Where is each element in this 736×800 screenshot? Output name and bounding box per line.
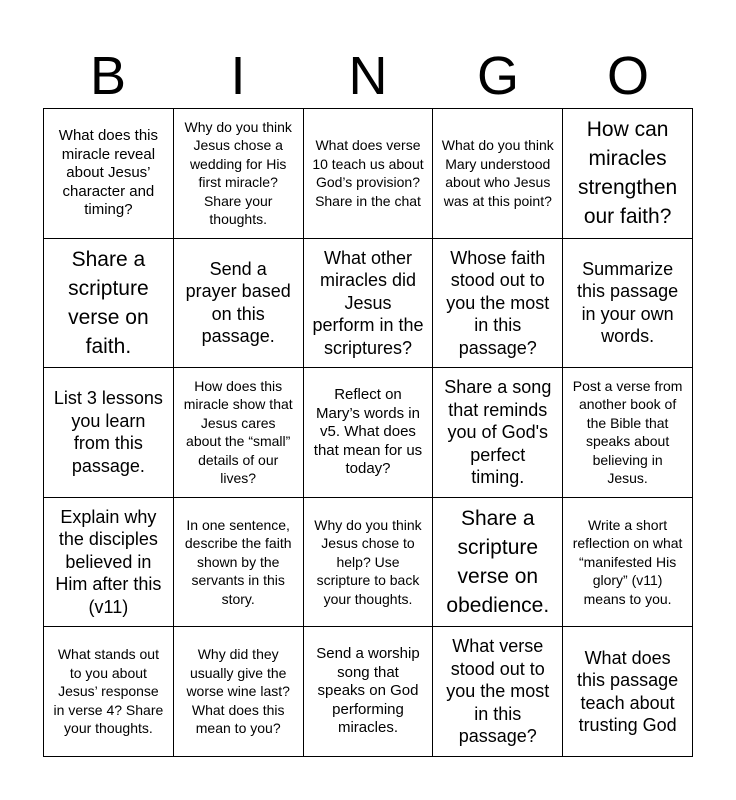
bingo-cell[interactable]: Post a verse from another book of the Bible that speaks about believing in Jesus. (563, 368, 693, 498)
bingo-cell[interactable]: List 3 lessons you learn from this passage. (44, 368, 174, 498)
bingo-cell[interactable]: What does verse 10 teach us about God’s provision? Share in the chat (304, 109, 434, 239)
bingo-cell[interactable]: What does this miracle reveal about Jesus’ character and timing? (44, 109, 174, 239)
header-letter-o: O (606, 46, 649, 106)
bingo-grid (43, 108, 693, 757)
bingo-cell[interactable]: Why did they usually give the worse wine last? What does this mean to you? (174, 627, 304, 757)
bingo-cell[interactable]: Why do you think Jesus chose a wedding for His first miracle? Share your thoughts. (174, 109, 304, 239)
header-letter-n: N (348, 46, 388, 106)
bingo-cell[interactable]: What stands out to you about Jesus’ response in verse 4? Share your thoughts. (44, 627, 174, 757)
bingo-cell[interactable]: How does this miracle show that Jesus cares about the “small” details of our lives? (174, 368, 304, 498)
bingo-cell[interactable]: Share a scripture verse on faith. (44, 239, 174, 369)
bingo-cell[interactable]: Reflect on Mary’s words in v5. What does that mean for us today? (304, 368, 434, 498)
bingo-header (43, 44, 693, 108)
bingo-cell[interactable]: What does this passage teach about trusting God (563, 627, 693, 757)
bingo-cell[interactable]: Explain why the disciples believed in Him after this (v11) (44, 498, 174, 628)
bingo-cell[interactable]: How can miracles strengthen our faith? (563, 109, 693, 239)
bingo-cell[interactable]: Why do you think Jesus chose to help? Use scripture to back your thoughts. (304, 498, 434, 628)
header-letter-g: G (476, 46, 519, 106)
bingo-cell[interactable]: Send a prayer based on this passage. (174, 239, 304, 369)
bingo-cell[interactable]: Whose faith stood out to you the most in this passage? (433, 239, 563, 369)
bingo-cell[interactable]: What verse stood out to you the most in this passage? (433, 627, 563, 757)
bingo-cell[interactable]: What do you think Mary understood about who Jesus was at this point? (433, 109, 563, 239)
bingo-cell[interactable]: What other miracles did Jesus perform in the scriptures? (304, 239, 434, 369)
bingo-cell[interactable]: In one sentence, describe the faith shown by the servants in this story. (174, 498, 304, 628)
bingo-cell[interactable]: Share a song that reminds you of God's perfect timing. (433, 368, 563, 498)
header-letter-b: B (89, 46, 127, 106)
header-letter-i: I (230, 46, 246, 106)
bingo-cell[interactable]: Send a worship song that speaks on God performing miracles. (304, 627, 434, 757)
bingo-cell[interactable]: Share a scripture verse on obedience. (433, 498, 563, 628)
bingo-cell[interactable]: Write a short reflection on what “manifested His glory” (v11) means to you. (563, 498, 693, 628)
bingo-cell[interactable]: Summarize this passage in your own words. (563, 239, 693, 369)
